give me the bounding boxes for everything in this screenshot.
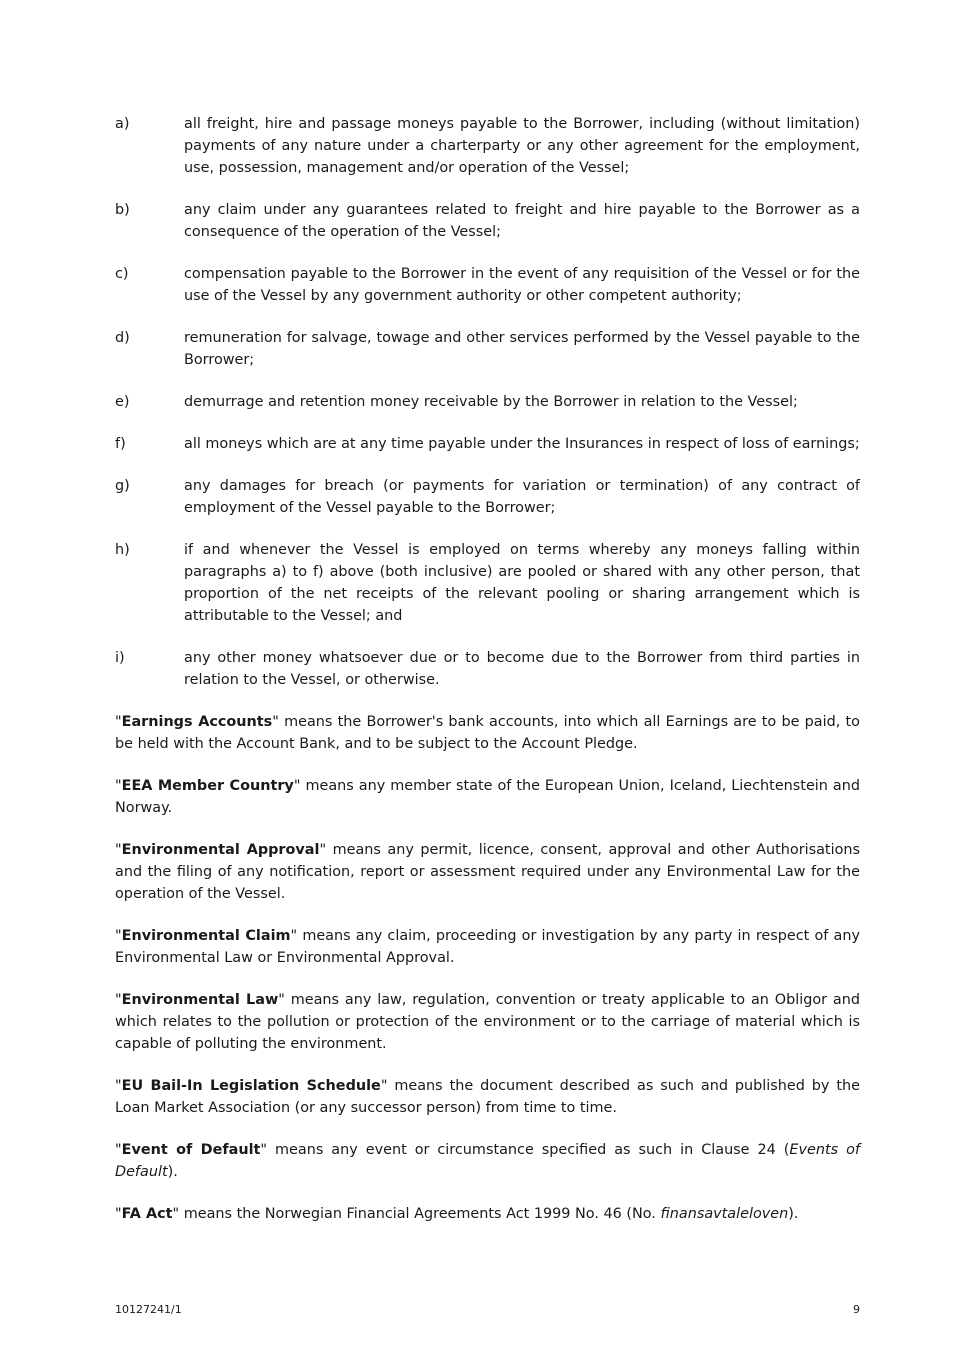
defined-term: Environmental Law (121, 992, 279, 1008)
list-item-text: compensation payable to the Borrower in the event of any requisition of the Vessel or for the use of the Vessel by any government authority or other competent authority; (184, 266, 860, 304)
definition-fa-act: "FA Act" means the Norwegian Financial Agreements Act 1999 No. 46 (No. finansavtaleloven). (115, 1206, 799, 1222)
list-item (115, 113, 860, 179)
definition-earnings-accounts: "Earnings Accounts" means the Borrower's bank accounts, into which all Earnings are to be paid, to be held with the Account Bank, and to be subject to the Account Pledge. (115, 714, 860, 752)
document-reference: 10127241/1 (115, 1303, 182, 1316)
list-item (115, 475, 860, 519)
defined-term: Environmental Approval (121, 842, 320, 858)
definition-text: means any permit, licence, consent, approval and other Authorisations and the filing of any notification, report or assessment required under any Environmental Law for the operation of the Vessel. (115, 842, 860, 902)
definition-text: means any claim, proceeding or investigation by any party in respect of any Environmental Law or Environmental Approval. (115, 928, 860, 966)
defined-term: FA Act (121, 1206, 173, 1222)
page-footer (115, 1303, 860, 1316)
list-item-text: all moneys which are at any time payable under the Insurances in respect of loss of earnings; (184, 436, 860, 452)
definition-text: means any member state of the European Union, Iceland, Liechtenstein and Norway. (115, 778, 860, 816)
list-item (115, 199, 860, 243)
definition-text: means any event or circumstance specified as such in Clause 24 ( (267, 1142, 790, 1158)
page-number: 9 (853, 1303, 860, 1316)
clause-reference: Events of Default (115, 1142, 860, 1180)
defined-term: Earnings Accounts (121, 714, 273, 730)
definition-eu-bail-in-legislation-schedule: "EU Bail-In Legislation Schedule" means the document described as such and published by the Loan Market Association (or any successor person) from time to time. (115, 1078, 860, 1116)
list-item (115, 391, 860, 413)
definition-text: means the Borrower's bank accounts, into which all Earnings are to be paid, to be held with the Account Bank, and to be subject to the Account Pledge. (115, 714, 860, 752)
definition-eea-member-country: "EEA Member Country" means any member state of the European Union, Iceland, Liechtenstein and Norway. (115, 778, 860, 816)
list-item-label: f) (115, 436, 126, 452)
definition-environmental-approval: "Environmental Approval" means any permit, licence, consent, approval and other Authorisations and the filing of any notification, report or assessment required under any Environmental Law for the operation of the Vessel. (115, 842, 860, 902)
list-item-label: d) (115, 330, 130, 346)
list-item (115, 263, 860, 307)
list-item-label: i) (115, 650, 125, 666)
list-item-label: g) (115, 478, 130, 494)
list-item-text: all freight, hire and passage moneys payable to the Borrower, including (without limitation) payments of any nature under a charterparty or any other agreement for the employment, use, possession, management and/or operation of the Vessel; (184, 116, 860, 176)
list-item (115, 433, 860, 455)
list-item-label: a) (115, 116, 130, 132)
definition-text: means the Norwegian Financial Agreements Act 1999 No. 46 (No. (179, 1206, 661, 1222)
defined-term: Event of Default (121, 1142, 261, 1158)
list-item (115, 327, 860, 371)
definition-environmental-claim: "Environmental Claim" means any claim, proceeding or investigation by any party in respect of any Environmental Law or Environmental Approval. (115, 928, 860, 966)
statute-name: finansavtaleloven (660, 1206, 789, 1222)
list-item-text: demurrage and retention money receivable by the Borrower in relation to the Vessel; (184, 394, 798, 410)
list-item (115, 647, 860, 691)
list-item-text: any other money whatsoever due or to become due to the Borrower from third parties in relation to the Vessel, or otherwise. (184, 650, 860, 688)
defined-term: EU Bail-In Legislation Schedule (121, 1078, 381, 1094)
list-item-label: c) (115, 266, 129, 282)
list-item-label: h) (115, 542, 130, 558)
defined-term: EEA Member Country (121, 778, 294, 794)
list-item-text: any claim under any guarantees related to freight and hire payable to the Borrower as a consequence of the operation of the Vessel; (184, 202, 860, 240)
definition-environmental-law: "Environmental Law" means any law, regulation, convention or treaty applicable to an Obligor and which relates to the pollution or protection of the environment or to the carriage of material which is capable of polluting the environment. (115, 992, 860, 1052)
definition-event-of-default: "Event of Default" means any event or circumstance specified as such in Clause 24 (Events of Default). (115, 1142, 860, 1180)
list-item (115, 539, 860, 627)
list-item-text: if and whenever the Vessel is employed on terms whereby any moneys falling within paragraphs a) to f) above (both inclusive) are pooled or shared with any other person, that proportion of the net receipts of the relevant pooling or sharing arrangement which is attributable to the Vessel; and (184, 542, 860, 624)
defined-term: Environmental Claim (121, 928, 291, 944)
list-item-label: b) (115, 202, 130, 218)
list-item-text: any damages for breach (or payments for variation or termination) of any contract of employment of the Vessel payable to the Borrower; (184, 478, 860, 516)
list-item-label: e) (115, 394, 130, 410)
list-item-text: remuneration for salvage, towage and other services performed by the Vessel payable to the Borrower; (184, 330, 860, 368)
definition-text: means the document described as such and published by the Loan Market Association (or any successor person) from time to time. (115, 1078, 860, 1116)
definition-text: means any law, regulation, convention or treaty applicable to an Obligor and which relates to the pollution or protection of the environment or to the carriage of material which is capable of polluting the environment. (115, 992, 860, 1052)
document-body (115, 113, 860, 1245)
